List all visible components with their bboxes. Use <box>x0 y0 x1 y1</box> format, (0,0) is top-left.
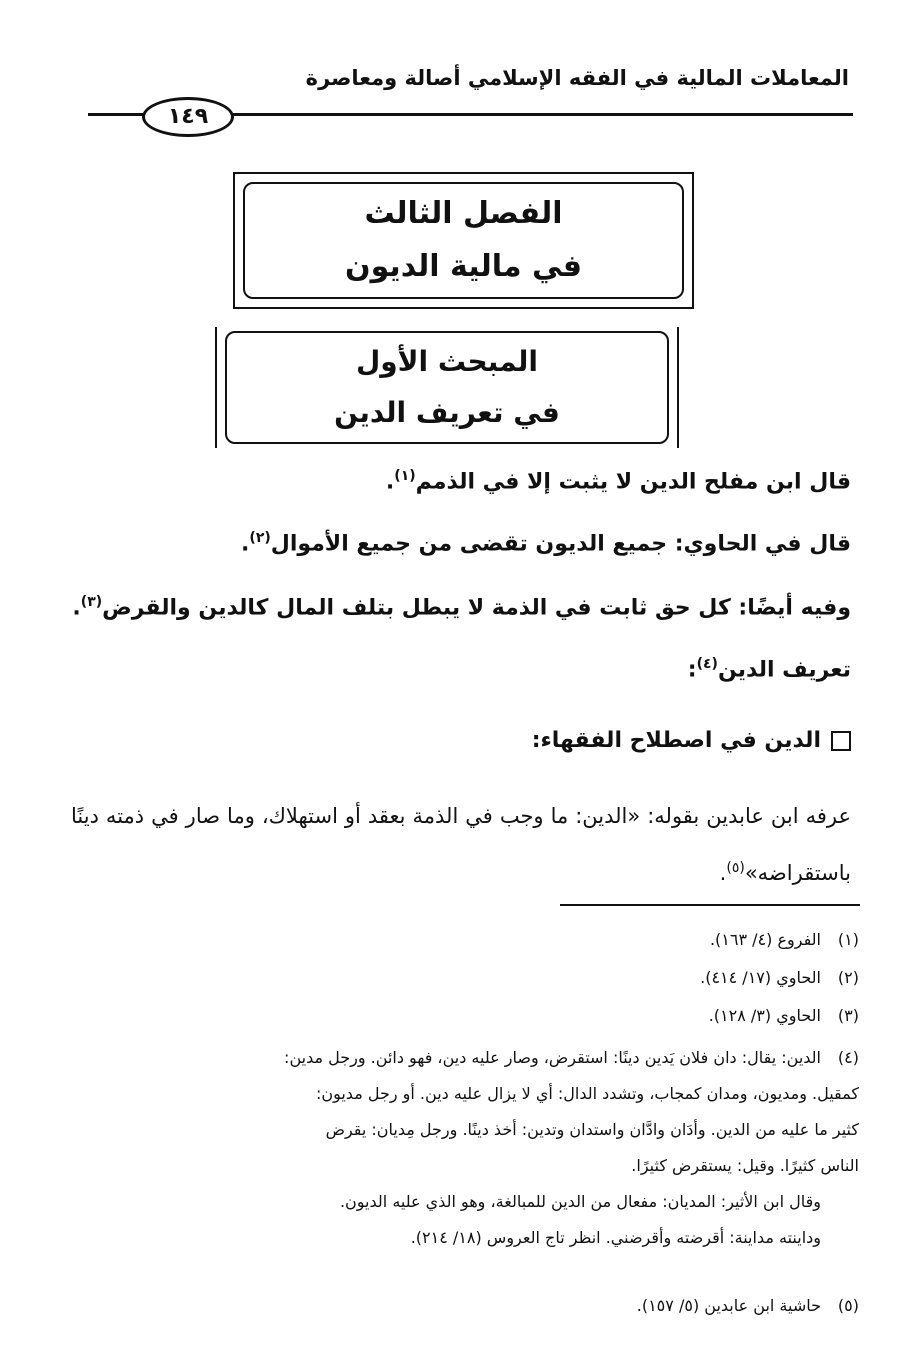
footnote-text: حاشية ابن عابدين (٥/ ١٥٧). <box>636 1296 821 1315</box>
subheading <box>61 728 851 753</box>
footnote-text: الحاوي (١٧/ ٤١٤). <box>700 968 821 987</box>
section-title-inner-frame <box>225 331 669 444</box>
footnote-number: (٤) <box>837 1048 859 1067</box>
footnote-line: وقال ابن الأثير: المديان: مفعال من الدين للمبالغة، وهو الذي عليه الديون. <box>339 1192 821 1211</box>
footnote-ref: (٥) <box>726 860 745 876</box>
footnote-2 <box>59 960 859 995</box>
chapter-title: الفصل الثالث <box>364 196 563 231</box>
footnote-line: كمقيل. ومديون، ومدان كمجاب، وتشدد الدال: أي لا يزال عليه دين. أو رجل مديون: <box>315 1084 859 1103</box>
paragraph-hawi: قال في الحاوي: جميع الديون تقضى من جميع الأموال$^{(٢)}$. <box>241 530 851 557</box>
paragraph-text: قال في الحاوي: جميع الديون تقضى من جميع الأموال <box>270 531 851 557</box>
page-number: ١٤٩ <box>142 97 234 137</box>
footnote-number: (١) <box>837 930 859 949</box>
footnote-text: الدين: يقال: دان فلان يَدين دينًا: استقرض، وصار عليه دين، فهو دائن. ورجل مدين: <box>284 1048 821 1067</box>
chapter-title-inner-frame <box>243 182 684 299</box>
footnote-text: الفروع (٤/ ١٦٣). <box>709 930 821 949</box>
footnote-ref: (٢) <box>249 530 271 546</box>
footnote-text: الحاوي (٣/ ١٢٨). <box>708 1006 821 1025</box>
footnote-4 <box>59 1040 859 1256</box>
footnote-ref: (١) <box>394 468 416 484</box>
footnote-line <box>59 1040 859 1076</box>
section-subtitle: في تعريف الدين <box>334 395 560 429</box>
footnote-separator <box>560 904 860 906</box>
footnote-line: وداينته مداينة: أقرضته وأقرضني. انظر تاج العروس (١٨/ ٢١٤). <box>410 1228 821 1247</box>
section-title-box <box>215 327 679 448</box>
footnote-number: (٢) <box>837 968 859 987</box>
paragraph-ibn-abidin-definition: عرفه ابن عابدين بقوله: «الدين: ما وجب في الذمة بعقد أو استهلاك، وما صار في ذمته دينًا باستقراضه»$^{(٥)}$. <box>71 804 851 885</box>
footnote-number: (٥) <box>837 1296 859 1315</box>
footnote-line: كثير ما عليه من الدين. وأدَان وادَّان واستدان وتدين: أخذ دينًا. ورجل مِديان: يقرض <box>325 1120 859 1139</box>
subheading-text: الدين في اصطلاح الفقهاء: <box>531 728 821 753</box>
footnote-line: الناس كثيرًا. وقيل: يستقرض كثيرًا. <box>631 1156 859 1175</box>
paragraph-text: عرفه ابن عابدين بقوله: «الدين: ما وجب في الذمة بعقد أو استهلاك، وما صار في ذمته دينًا باستقراضه» <box>71 804 851 885</box>
footnote-1 <box>59 922 859 957</box>
footnote-number: (٣) <box>837 1006 859 1025</box>
paragraph-definition-heading: تعريف الدين$^{(٤)}$: <box>687 656 851 683</box>
checkbox-bullet-icon <box>831 731 851 751</box>
paragraph-hawi-also: وفيه أيضًا: كل حق ثابت في الذمة لا يبطل بتلف المال كالدين والقرض$^{(٣)}$. <box>72 594 851 621</box>
footnote-3 <box>59 998 859 1033</box>
paragraph-text: وفيه أيضًا: كل حق ثابت في الذمة لا يبطل بتلف المال كالدين والقرض <box>102 595 851 621</box>
footnote-ref: (٤) <box>696 656 718 672</box>
footnote-ref: (٣) <box>80 594 103 610</box>
paragraph-text: تعريف الدين <box>717 657 851 683</box>
chapter-title-box <box>233 172 694 309</box>
paragraph-ibn-muflih: قال ابن مفلح الدين لا يثبت إلا في الذمم$^{(١)}$. <box>385 468 851 495</box>
paragraph-text: قال ابن مفلح الدين لا يثبت إلا في الذمم <box>415 469 851 495</box>
footnote-5 <box>59 1288 859 1323</box>
section-title: المبحث الأول <box>355 345 539 379</box>
running-title: المعاملات المالية في الفقه الإسلامي أصالة ومعاصرة <box>305 66 849 90</box>
chapter-subtitle: في مالية الديون <box>345 248 582 284</box>
